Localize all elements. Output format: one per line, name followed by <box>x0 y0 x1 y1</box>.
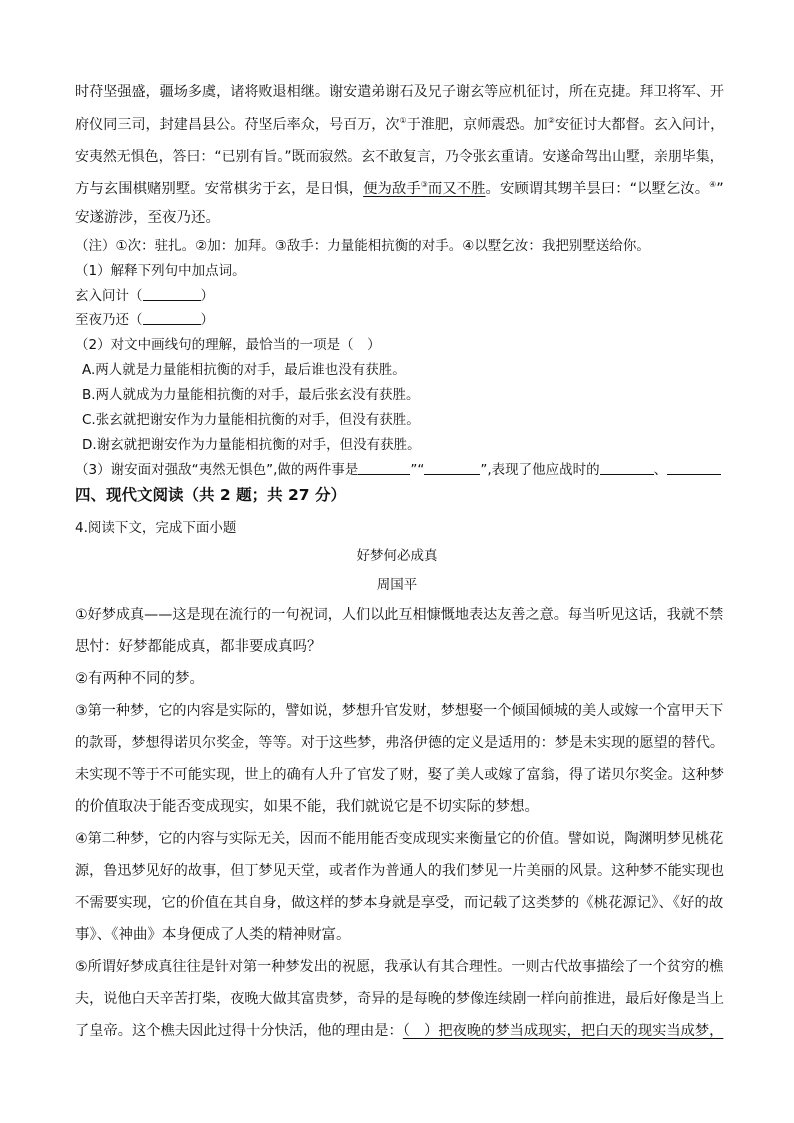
paragraph-4-line-1: ④第二种梦，它的内容与实际无关，因而不能用能否变成现实来衡量它的价值。譬如说，陶渊明梦见桃花 <box>75 831 724 847</box>
option-c: C.张玄就把谢安作为力量能相抗衡的对手，但没有获胜。 <box>82 412 420 428</box>
paragraph-3-line-3: 未实现不等于不可能实现，世上的确有人升了官发了财，娶了美人或嫁了富翁，得了诺贝尔奖金。这种梦 <box>75 767 725 783</box>
question-1b: 至夜乃还（ ） <box>75 312 214 328</box>
paragraph-4-line-2: 源，鲁迅梦见好的故事，但丁梦见天堂，或者作为普通人的我们梦见一片美丽的风景。这种梦不能实现也 <box>75 863 725 879</box>
answer-blank[interactable] <box>143 287 201 301</box>
option-a: A.两人就是力量能相抗衡的对手，最后谁也没有获胜。 <box>82 362 406 378</box>
footnote-marker-1: ① <box>399 116 407 125</box>
passage-line-2: 府仪同三司，封建昌县公。苻坚后率众，号百万，次①于淮肥，京师震恐。加②安征讨大都督。玄入问计， <box>75 116 725 133</box>
footnote-marker-2: ② <box>547 116 555 125</box>
question-3: （3）谢安面对强敌“夷然无惧色”,做的两件事是 ”“ ”,表现了他应战时的 、 <box>75 460 721 480</box>
passage-line-1: 时苻坚强盛，疆场多虞，诸将败退相继。谢安遣弟谢石及兄子谢玄等应机征讨，所在克捷。拜卫将军、开 <box>75 84 725 100</box>
paragraph-4-line-4: 事》、《神曲》本身便成了人类的精神财富。 <box>75 927 351 943</box>
paragraph-3-line-1: ③第一种梦，它的内容是实际的，譬如说，梦想升官发财，梦想娶一个倾国倾城的美人或嫁一个富甲天下 <box>75 703 724 719</box>
annotation-note: （注）①次：驻扎。②加：加拜。③敌手：力量能相抗衡的对手。④以墅乞汝：我把别墅送给你。 <box>75 238 650 254</box>
paragraph-1-line-1: ①好梦成真——这是现在流行的一句祝词，人们以此互相慷慨地表达友善之意。每当听见这话，我就不禁 <box>75 607 724 623</box>
paragraph-4-line-3: 不需要实现，它的价值在其自身，做这样的梦本身就是享受，而记载了这类梦的《桃花源记》、《好的故 <box>75 895 724 911</box>
passage-line-3: 安夷然无惧色，答曰：“已别有旨。”既而寂然。玄不敢复言，乃令张玄重请。安遂命驾出山墅，亲朋毕集， <box>75 149 724 165</box>
answer-blank[interactable] <box>143 311 201 325</box>
paragraph-5-line-3: 了皇帝。这个樵夫因此过得十分快活，他的理由是：（ ）把夜晚的梦当成现实，把白天的现实当成梦， <box>75 1023 724 1039</box>
answer-blank[interactable] <box>667 461 721 475</box>
question-1a: 玄入问计（ ） <box>75 288 214 304</box>
footnote-marker-4: ④ <box>709 180 717 189</box>
paragraph-5-line-2: 夫，说他白天辛苦打柴，夜晚大做其富贵梦，奇异的是每晚的梦像连续剧一样向前推进，最后好像是当上 <box>75 991 725 1007</box>
passage-line-5: 安遂游涉，至夜乃还。 <box>75 210 220 226</box>
section-heading: 四、现代文阅读（共 2 题；共 27 分） <box>75 486 346 504</box>
answer-blank[interactable] <box>424 461 480 475</box>
footnote-marker-3: ③ <box>420 180 428 189</box>
option-b: B.两人就成为力量能相抗衡的对手，最后张玄没有获胜。 <box>82 387 420 403</box>
passage-line-4: 方与玄围棋赌别墅。安常棋劣于玄，是日惧，便为敌手③而又不胜。安顾谓其甥羊昙曰：“以墅乞汝。④” <box>75 180 724 197</box>
underlined-sentence: 便为敌手③而又不胜 <box>363 180 486 197</box>
paragraph-3-line-2: 的款哥，梦想得诺贝尔奖金，等等。对于这些梦，弗洛伊德的定义是适用的：梦是未实现的愿望的替代。 <box>75 735 725 751</box>
paragraph-2: ②有两种不同的梦。 <box>75 671 204 687</box>
paragraph-5-line-1: ⑤所谓好梦成真往往是针对第一种梦发出的祝愿，我承认有其合理性。一则古代故事描绘了一个贫穷的樵 <box>75 959 724 975</box>
underlined-sentence: （ ）把夜晚的梦当成现实，把白天的现实当成梦， <box>402 1023 724 1039</box>
question-1-title: （1）解释下列句中加点词。 <box>75 263 246 279</box>
option-d: D.谢玄就把谢安作为力量能相抗衡的对手，但没有获胜。 <box>82 437 421 453</box>
answer-blank[interactable] <box>358 461 410 475</box>
paragraph-1-line-2: 思忖：好梦都能成真，都非要成真吗？ <box>75 639 322 655</box>
article-title: 好梦何必成真 <box>356 548 438 564</box>
question-2-title: （2）对文中画线句的理解，最恰当的一项是（ ） <box>75 337 381 353</box>
article-author: 周国平 <box>376 577 418 593</box>
answer-blank[interactable] <box>600 461 654 475</box>
paragraph-3-line-4: 的价值取决于能否变成现实，如果不能，我们就说它是不切实际的梦想。 <box>75 799 539 815</box>
question-4-instruction: 4.阅读下文，完成下面小题 <box>75 520 237 536</box>
